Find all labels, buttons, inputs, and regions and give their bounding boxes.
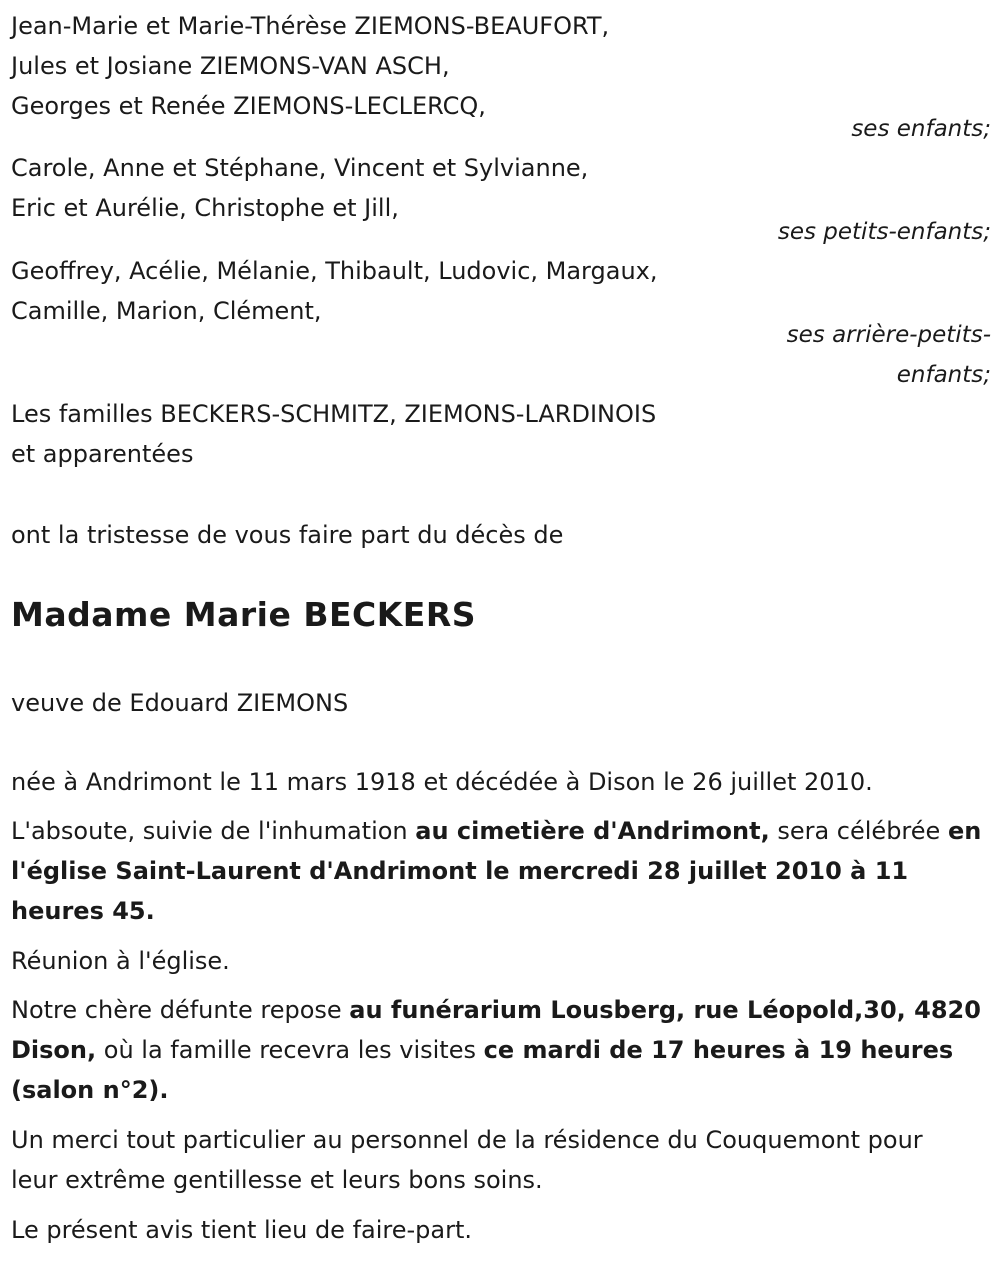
grandchildren-role: ses petits-enfants;: [777, 219, 991, 245]
ceremony-cemetery: au cimetière d'Andrimont,: [415, 817, 770, 845]
notice: Le présent avis tient lieu de faire-part.: [11, 1216, 473, 1244]
widow-of: veuve de Edouard ZIEMONS: [11, 689, 349, 717]
grandchildren-line: Carole, Anne et Stéphane, Vincent et Sylvianne,: [11, 154, 589, 182]
children-line: Jules et Josiane ZIEMONS-VAN ASCH,: [11, 52, 450, 80]
thanks: Un merci tout particulier au personnel de la résidence du Couquemont pour leur extrême gentillesse et leurs bons soins.: [11, 1126, 923, 1194]
great-grandchildren-role-line: ses arrière-petits-: [786, 322, 991, 348]
repose-text: où la famille recevra les visites: [96, 1036, 484, 1064]
repose-paragraph: [11, 990, 986, 1110]
announcement: ont la tristesse de vous faire part du décès de: [11, 521, 564, 549]
repose-visits: ce mardi de 17 heures à 19 heures (salon n°2).: [11, 1036, 954, 1104]
ceremony-paragraph: [11, 811, 986, 931]
children-line: Georges et Renée ZIEMONS-LECLERCQ,: [11, 92, 486, 120]
ceremony-church: en l'église Saint-Laurent d'Andrimont le mercredi 28 juillet 2010 à 11 heures 45.: [11, 817, 982, 925]
children-block: [11, 6, 991, 126]
families-line: et apparentées: [11, 440, 194, 468]
repose-place: au funérarium Lousberg, rue Léopold,30, 4820 Dison,: [11, 996, 981, 1064]
great-grandchildren-role: [591, 315, 991, 395]
repose-text: Notre chère défunte repose: [11, 996, 350, 1024]
great-grandchildren-role-line: enfants;: [896, 362, 991, 388]
ceremony-text: L'absoute, suivie de l'inhumation: [11, 817, 416, 845]
children-role: ses enfants;: [851, 116, 991, 142]
deceased-name: Madame Marie BECKERS: [11, 595, 477, 634]
great-grandchildren-line: Geoffrey, Acélie, Mélanie, Thibault, Ludovic, Margaux,: [11, 257, 658, 285]
children-line: Jean-Marie et Marie-Thérèse ZIEMONS-BEAUFORT,: [11, 12, 610, 40]
ceremony-text: sera célébrée: [769, 817, 948, 845]
great-grandchildren-line: Camille, Marion, Clément,: [11, 297, 322, 325]
families-line: Les familles BECKERS-SCHMITZ, ZIEMONS-LARDINOIS: [11, 400, 657, 428]
grandchildren-line: Eric et Aurélie, Christophe et Jill,: [11, 194, 399, 222]
birth-death: née à Andrimont le 11 mars 1918 et décédée à Dison le 26 juillet 2010.: [11, 768, 873, 796]
meeting: Réunion à l'église.: [11, 947, 230, 975]
families-block: [11, 394, 991, 474]
